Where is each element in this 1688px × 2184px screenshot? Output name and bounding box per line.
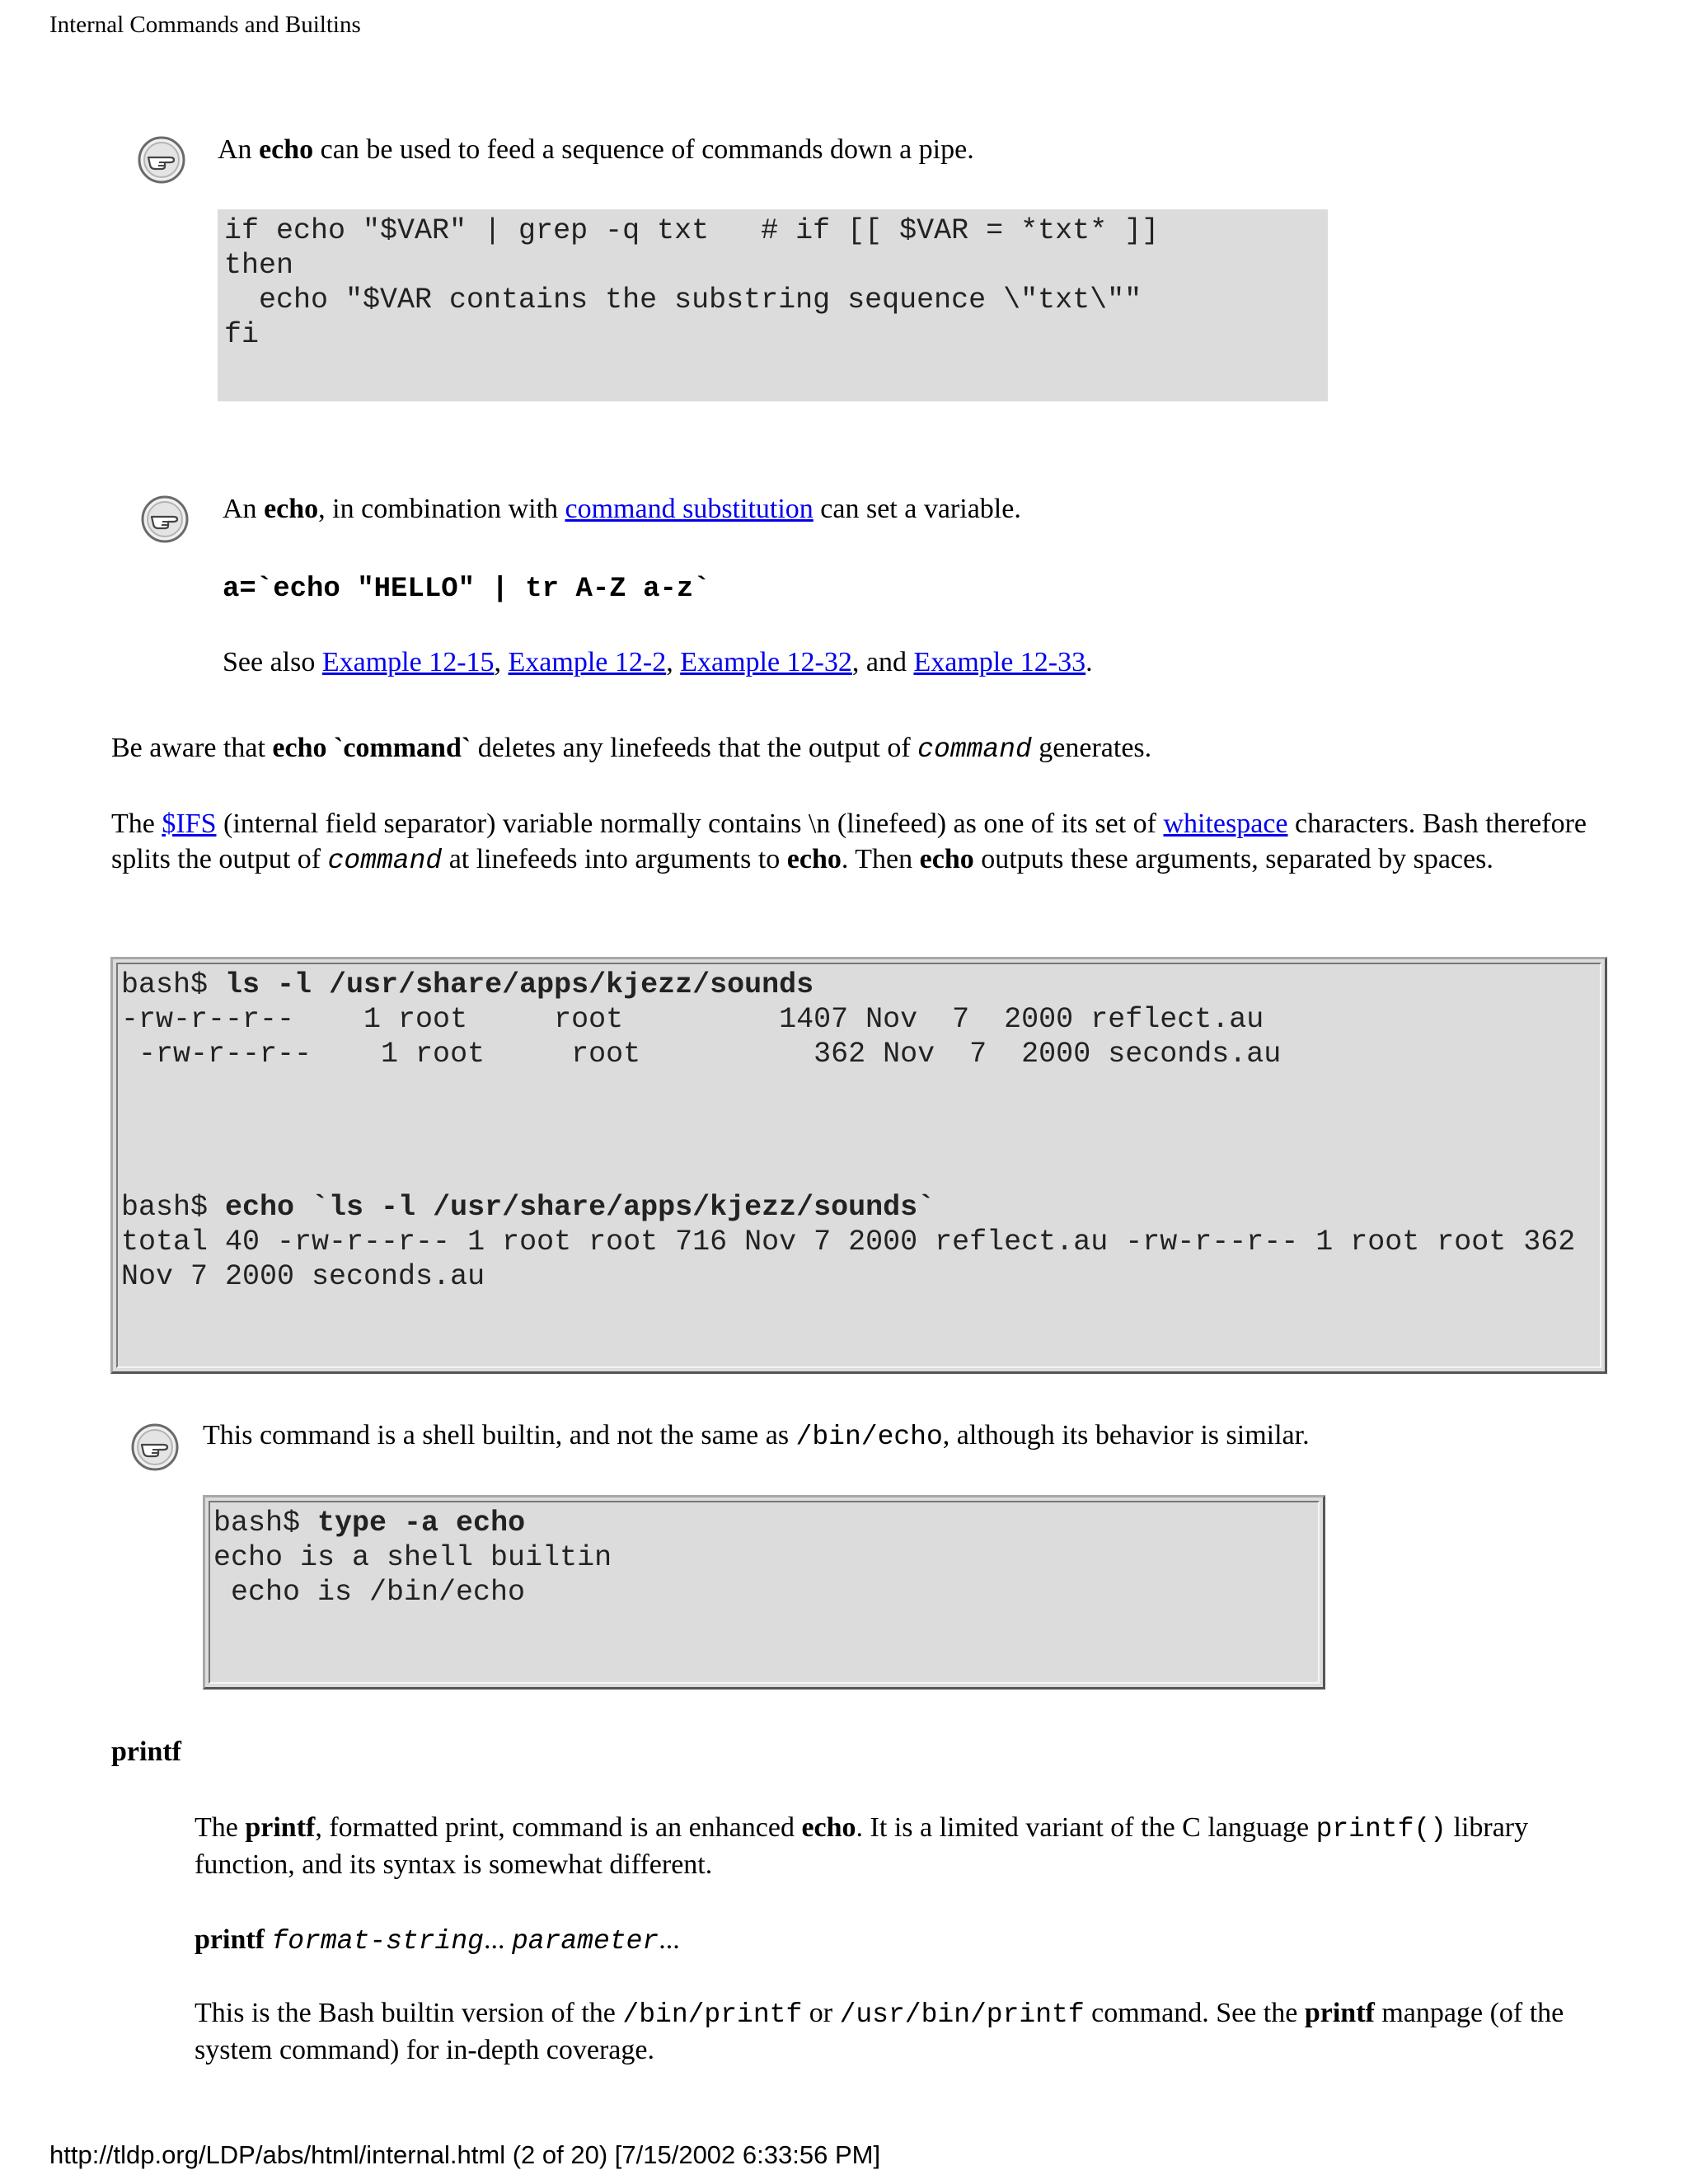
printf-builtin-note: This is the Bash builtin version of the /bin/printf or /usr/bin/printf command. See the printf manpage (of the system command) for in-depth coverage. [195,1998,1564,2065]
parameter-arg: parameter [511,1926,659,1957]
see-also-examples: See also Example 12-15, Example 12-2, Example 12-32, and Example 12-33. [223,647,1093,677]
command-placeholder: command [327,846,443,876]
printf-description: The printf, formatted print, command is an enhanced echo. It is a limited variant of the C language printf() library function, and its syntax is somewhat different. [195,1812,1529,1880]
hand-note-icon [130,1422,180,1472]
echo-keyword: echo [264,494,319,524]
usr-bin-printf-path: /usr/bin/printf [839,1999,1085,2030]
link-example-12-2[interactable]: Example 12-2 [508,647,667,677]
screen-line-output: -rw-r--r-- 1 root root 362 Nov 7 2000 seconds.au [121,1038,1282,1071]
printf-keyword: printf [245,1812,316,1843]
link-whitespace[interactable]: whitespace [1163,808,1288,839]
command-placeholder: command [917,734,1032,765]
code-echo-hello: a=`echo "HELLO" | tr A-Z a-z` [223,574,710,605]
echo-keyword: echo [259,134,314,165]
screen-line-ls-command: bash$ ls -l /usr/share/apps/kjezz/sounds [121,968,814,1001]
printf-function: printf() [1315,1814,1447,1844]
screen-line-output: echo is a shell builtin [213,1541,612,1574]
note-shell-builtin-text: This command is a shell builtin, and not the same as /bin/echo, although its behavior is similar. [203,1420,1310,1452]
format-string-arg: format-string [271,1926,484,1957]
printf-synopsis: printf format-string... parameter... [195,1924,680,1957]
paragraph-linefeeds: Be aware that echo `command` deletes any linefeeds that the output of command generates. [111,733,1152,765]
term-printf: printf [111,1736,181,1767]
link-example-12-15[interactable]: Example 12-15 [321,647,495,677]
code-listing: if echo "$VAR" | grep -q txt # if [[ $VAR = *txt* ]] then echo "$VAR contains the substring sequence \"txt\"" fi [224,214,1160,351]
code-block-echo-pipe [218,209,1328,401]
hand-note-icon [137,135,186,185]
note-echo-pipe-text: An echo can be used to feed a sequence of commands down a pipe. [218,134,974,165]
echo-keyword: echo [801,1812,856,1843]
page-footer-url: http://tldp.org/LDP/abs/html/internal.html (2 of 20) [7/15/2002 6:33:56 PM] [49,2140,881,2169]
hand-note-icon [140,494,190,544]
screen-type-echo [203,1495,1325,1690]
screen-line-echo-command: bash$ echo `ls -l /usr/share/apps/kjezz/sounds` [121,1191,935,1224]
link-ifs[interactable]: $IFS [162,808,217,839]
link-example-12-33[interactable]: Example 12-33 [913,647,1086,677]
screen-line-output: echo is /bin/echo [213,1576,526,1609]
echo-keyword: echo [786,844,842,874]
bin-printf-path: /bin/printf [622,1999,803,2030]
printf-keyword: printf [1304,1998,1375,2028]
link-example-12-32[interactable]: Example 12-32 [680,647,852,677]
echo-keyword: echo [919,844,974,874]
link-command-substitution[interactable]: command substitution [565,494,814,524]
paragraph-ifs: The $IFS (internal field separator) variable normally contains \n (linefeed) as one of its set of whitespace characters. Bash therefore splits the output of command at linefeeds into arguments to echo. Then echo outputs these arguments, separated by spaces. [111,808,1587,876]
page-header-title: Internal Commands and Builtins [49,12,361,38]
echo-command-keyword: echo `command` [272,733,471,763]
screen-ls-echo [110,957,1607,1374]
screen-line-output: total 40 -rw-r--r-- 1 root root 716 Nov 7 2000 reflect.au -rw-r--r-- 1 root root 362 [121,1226,1576,1258]
screen-line-type-command: bash$ type -a echo [213,1507,526,1540]
screen-line-output: Nov 7 2000 seconds.au [121,1260,485,1293]
screen-line-output: -rw-r--r-- 1 root root 1407 Nov 7 2000 reflect.au [121,1003,1264,1036]
bin-echo-path: /bin/echo [795,1422,943,1452]
note-command-substitution-text: An echo, in combination with command substitution can set a variable. [223,494,1021,524]
